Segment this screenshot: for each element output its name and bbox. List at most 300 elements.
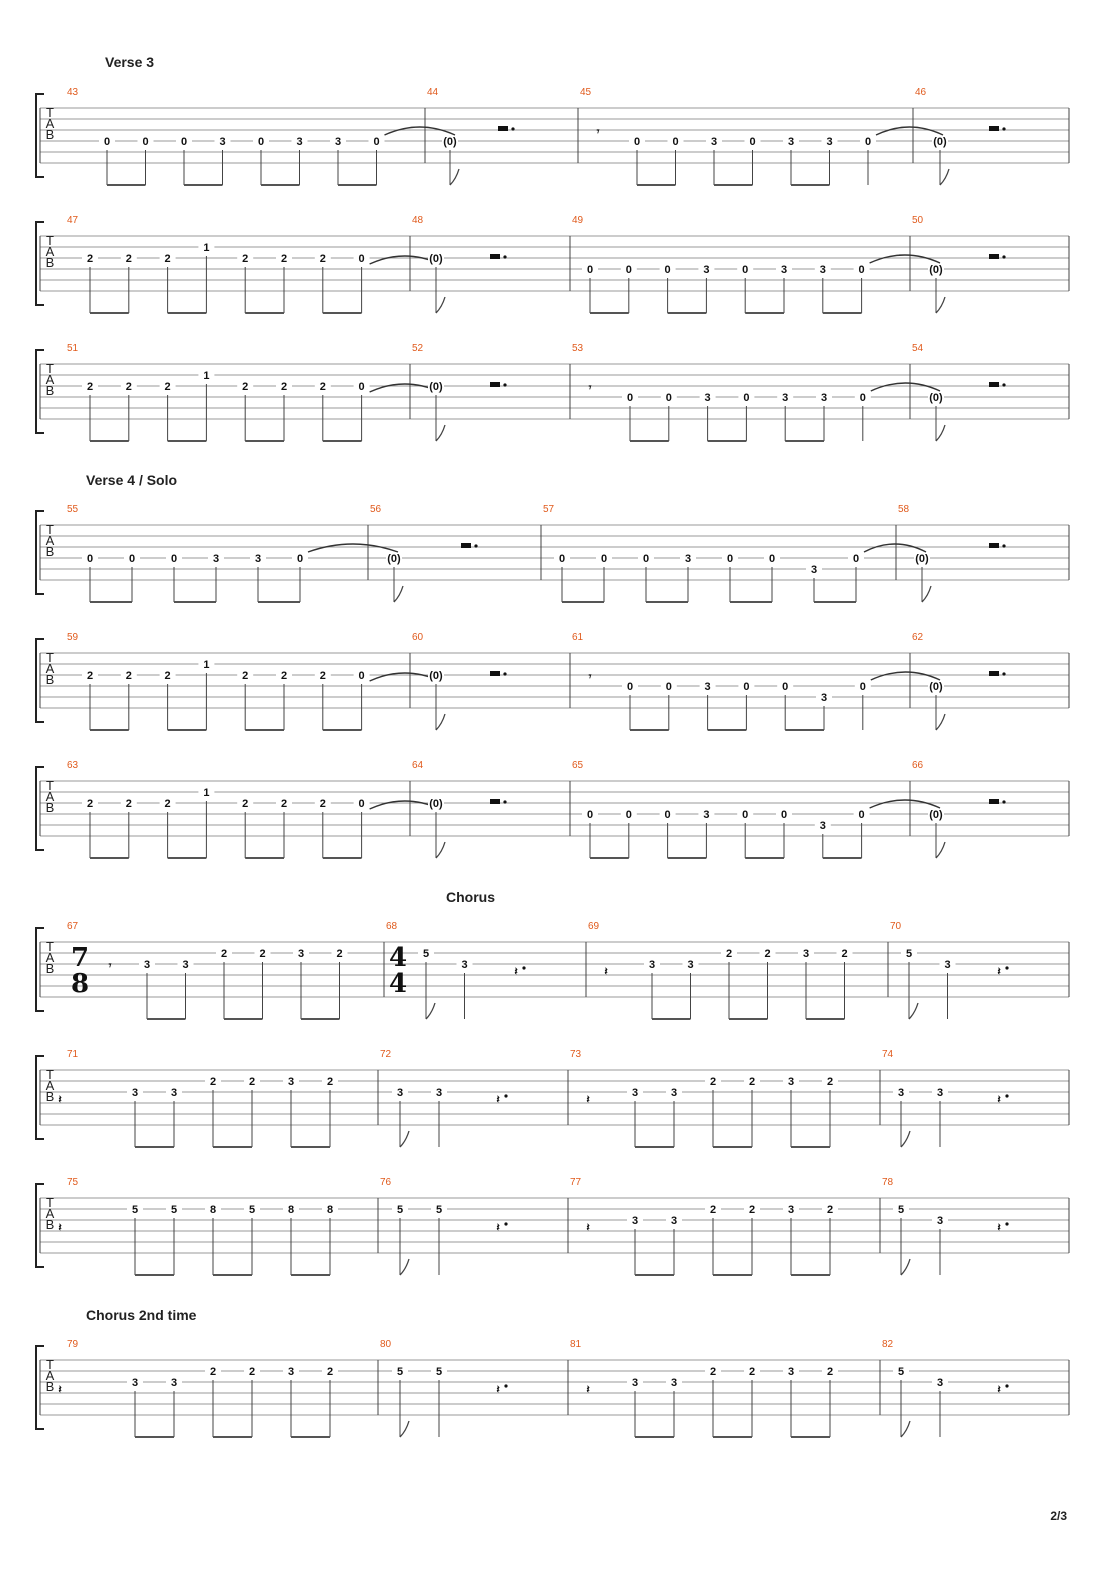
fret-number: 2: [242, 253, 249, 265]
measure-number: 58: [898, 504, 910, 515]
eighth-rest: 𝄾: [588, 671, 592, 683]
measure-number: 57: [543, 504, 555, 515]
quarter-rest: 𝄽: [586, 1222, 590, 1234]
fret-number: 0: [665, 392, 672, 404]
fret-number: 5: [396, 1366, 404, 1378]
fret-number: 5: [422, 948, 430, 960]
fret-number: 0: [664, 809, 671, 821]
fret-number: (0): [929, 809, 943, 821]
rest-dot: [504, 1222, 507, 1225]
fret-number: 0: [625, 809, 632, 821]
fret-number: 2: [709, 1076, 717, 1088]
half-rest: [490, 799, 500, 804]
fret-number: 2: [242, 798, 249, 810]
quarter-rest: 𝄽: [586, 1094, 590, 1106]
fret-number: 2: [748, 1204, 756, 1216]
fret-number: 3: [703, 264, 710, 276]
eighth-flag: [940, 169, 949, 185]
fret-number: 3: [810, 564, 818, 576]
measure-number: 56: [370, 504, 382, 515]
measure-number: 80: [380, 1339, 392, 1350]
measure-number: 55: [67, 504, 79, 515]
eighth-flag: [909, 1003, 918, 1019]
eighth-flag: [901, 1421, 910, 1437]
fret-number: 0: [768, 553, 776, 565]
rest-dot: [504, 1384, 507, 1387]
fret-number: 0: [858, 809, 865, 821]
fret-number: 3: [254, 553, 262, 565]
fret-number: 0: [86, 553, 94, 565]
tab-clef-letter: T: [46, 1067, 54, 1082]
fret-number: 5: [248, 1204, 256, 1216]
fret-number: 5: [170, 1204, 178, 1216]
fret-number: 3: [684, 553, 692, 565]
tab-clef-letter: T: [46, 233, 54, 248]
fret-number: 0: [180, 136, 188, 148]
eighth-flag: [936, 842, 945, 858]
eighth-flag: [436, 297, 445, 313]
fret-number: 3: [170, 1377, 178, 1389]
fret-number: 2: [125, 798, 132, 810]
measure-number: 52: [412, 343, 424, 354]
fret-number: (0): [929, 681, 943, 693]
measure-number: 73: [570, 1049, 582, 1060]
fret-number: (0): [429, 670, 443, 682]
measure-number: 78: [882, 1177, 894, 1188]
measure-number: 44: [427, 87, 439, 98]
fret-number: 3: [820, 392, 828, 404]
half-rest: [989, 671, 999, 676]
fret-number: 0: [742, 809, 749, 821]
fret-number: (0): [929, 392, 943, 404]
quarter-rest: 𝄽: [997, 1094, 1001, 1106]
fret-number: 3: [334, 136, 342, 148]
quarter-rest: 𝄽: [496, 1094, 500, 1106]
measure-number: 77: [570, 1177, 582, 1188]
fret-number: 0: [742, 264, 749, 276]
quarter-rest: 𝄽: [496, 1222, 500, 1234]
fret-number: 3: [936, 1377, 944, 1389]
fret-number: 3: [787, 1366, 795, 1378]
fret-number: 5: [435, 1204, 443, 1216]
fret-number: 2: [826, 1204, 834, 1216]
fret-number: 0: [782, 681, 789, 693]
measure-number: 81: [570, 1339, 582, 1350]
fret-number: 2: [280, 670, 288, 682]
fret-number: 3: [631, 1087, 639, 1099]
fret-number: 0: [586, 264, 594, 276]
tie: [870, 255, 940, 263]
tab-clef-letter: A: [45, 372, 55, 387]
tab-clef-letter: B: [45, 1089, 55, 1104]
half-rest: [989, 254, 999, 259]
fret-number: 2: [764, 948, 771, 960]
tab-clef-letter: A: [45, 116, 55, 131]
fret-number: 0: [859, 681, 866, 693]
fret-number: 3: [219, 136, 226, 148]
fret-number: 0: [642, 553, 650, 565]
tie: [308, 544, 398, 552]
rest-dot: [503, 800, 506, 803]
fret-number: 2: [326, 1076, 334, 1088]
rest-dot: [503, 255, 506, 258]
fret-number: 0: [358, 381, 365, 393]
fret-number: 2: [209, 1366, 217, 1378]
fret-number: 2: [248, 1366, 256, 1378]
eighth-rest: 𝄾: [588, 382, 592, 394]
fret-number: 2: [280, 381, 288, 393]
fret-number: (0): [929, 264, 943, 276]
measure-number: 43: [67, 87, 79, 98]
quarter-rest: 𝄽: [514, 966, 518, 978]
tab-clef-letter: A: [45, 1368, 55, 1383]
fret-number: 3: [143, 959, 151, 971]
tab-clef-letter: B: [45, 544, 55, 559]
fret-number: 2: [86, 381, 94, 393]
eighth-flag: [436, 842, 445, 858]
fret-number: 3: [819, 264, 826, 276]
fret-number: 2: [86, 253, 94, 265]
measure-number: 51: [67, 343, 79, 354]
fret-number: 3: [897, 1087, 905, 1099]
fret-number: 0: [780, 809, 788, 821]
section-title: Chorus: [446, 889, 495, 905]
fret-number: 5: [435, 1366, 443, 1378]
fret-number: 2: [748, 1076, 756, 1088]
eighth-flag: [936, 425, 945, 441]
measure-number: 82: [882, 1339, 894, 1350]
measure-number: 50: [912, 215, 924, 226]
fret-number: 0: [625, 264, 632, 276]
fret-number: 3: [212, 553, 220, 565]
quarter-rest: 𝄽: [997, 966, 1001, 978]
fret-number: 3: [131, 1377, 139, 1389]
half-rest: [461, 543, 471, 548]
time-signature-denominator: 4: [388, 969, 408, 999]
eighth-flag: [436, 714, 445, 730]
fret-number: 2: [125, 253, 132, 265]
time-signature-numerator: 7: [70, 943, 90, 973]
fret-number: 0: [103, 136, 111, 148]
fret-number: 0: [626, 392, 634, 404]
quarter-rest: 𝄽: [58, 1384, 62, 1396]
fret-number: 0: [672, 136, 679, 148]
eighth-flag: [394, 586, 403, 602]
tab-clef-letter: A: [45, 661, 55, 676]
fret-number: 8: [287, 1204, 295, 1216]
half-rest: [490, 382, 500, 387]
tab-clef-letter: B: [45, 255, 55, 270]
half-rest: [989, 799, 999, 804]
measure-number: 66: [912, 760, 924, 771]
rest-dot: [522, 966, 525, 969]
eighth-flag: [936, 297, 945, 313]
tie: [871, 672, 940, 680]
tie: [385, 127, 456, 135]
rest-dot: [511, 127, 514, 130]
tab-clef-letter: A: [45, 244, 55, 259]
fret-number: 0: [358, 670, 365, 682]
fret-number: (0): [933, 136, 947, 148]
fret-number: 0: [743, 392, 750, 404]
fret-number: 3: [687, 959, 694, 971]
measure-number: 67: [67, 921, 79, 932]
tab-clef-letter: B: [45, 1379, 55, 1394]
fret-number: 3: [297, 948, 305, 960]
tab-clef-letter: A: [45, 533, 55, 548]
half-rest: [989, 126, 999, 131]
measure-number: 48: [412, 215, 424, 226]
rest-dot: [504, 1094, 507, 1097]
fret-number: 2: [326, 1366, 334, 1378]
quarter-rest: 𝄽: [604, 966, 608, 978]
quarter-rest: 𝄽: [58, 1222, 62, 1234]
fret-number: 0: [864, 136, 872, 148]
tab-clef-letter: A: [45, 950, 55, 965]
fret-number: 0: [586, 809, 594, 821]
rest-dot: [1002, 383, 1005, 386]
rest-dot: [1002, 672, 1005, 675]
measure-number: 62: [912, 632, 924, 643]
fret-number: 3: [131, 1087, 139, 1099]
fret-number: 2: [280, 798, 288, 810]
fret-number: (0): [429, 381, 443, 393]
fret-number: 2: [164, 798, 171, 810]
fret-number: 2: [248, 1076, 256, 1088]
fret-number: 2: [280, 253, 288, 265]
fret-number: 5: [396, 1204, 404, 1216]
fret-number: 3: [782, 392, 789, 404]
fret-number: 2: [319, 253, 326, 265]
fret-number: 0: [726, 553, 734, 565]
fret-number: 2: [336, 948, 343, 960]
fret-number: 0: [358, 798, 365, 810]
fret-number: 0: [373, 136, 380, 148]
rest-dot: [503, 672, 506, 675]
fret-number: 8: [209, 1204, 217, 1216]
fret-number: 0: [665, 681, 672, 693]
fret-number: 1: [203, 242, 210, 254]
fret-number: 3: [787, 1204, 795, 1216]
measure-number: 79: [67, 1339, 79, 1350]
fret-number: 3: [287, 1366, 295, 1378]
tab-clef-letter: B: [45, 800, 55, 815]
page-number: 2/3: [1050, 1509, 1067, 1523]
fret-number: 0: [170, 553, 178, 565]
measure-number: 61: [572, 632, 584, 643]
fret-number: 3: [461, 959, 468, 971]
fret-number: 0: [358, 253, 365, 265]
tab-clef-letter: T: [46, 778, 54, 793]
fret-number: 2: [86, 798, 94, 810]
tie: [876, 127, 943, 135]
measure-number: 71: [67, 1049, 79, 1060]
tab-clef-letter: B: [45, 961, 55, 976]
fret-number: 3: [670, 1377, 678, 1389]
fret-number: 0: [664, 264, 671, 276]
fret-number: 2: [709, 1366, 717, 1378]
tab-clef-letter: T: [46, 650, 54, 665]
eighth-flag: [901, 1259, 910, 1275]
fret-number: 1: [203, 370, 210, 382]
measure-number: 64: [412, 760, 424, 771]
fret-number: 0: [257, 136, 265, 148]
half-rest: [989, 543, 999, 548]
fret-number: (0): [429, 253, 443, 265]
rest-dot: [1005, 966, 1008, 969]
fret-number: 1: [203, 659, 210, 671]
fret-number: 3: [787, 1076, 795, 1088]
measure-number: 68: [386, 921, 398, 932]
fret-number: 2: [164, 670, 171, 682]
eighth-flag: [936, 714, 945, 730]
fret-number: 0: [852, 553, 860, 565]
fret-number: 2: [841, 948, 848, 960]
fret-number: 3: [936, 1215, 944, 1227]
tab-clef-letter: A: [45, 1078, 55, 1093]
fret-number: 1: [203, 787, 210, 799]
quarter-rest: 𝄽: [997, 1384, 1001, 1396]
fret-number: 3: [704, 392, 711, 404]
fret-number: 5: [131, 1204, 139, 1216]
fret-number: 2: [709, 1204, 717, 1216]
quarter-rest: 𝄽: [496, 1384, 500, 1396]
measure-number: 47: [67, 215, 79, 226]
measure-number: 76: [380, 1177, 392, 1188]
rest-dot: [1002, 127, 1005, 130]
fret-number: 3: [396, 1087, 404, 1099]
eighth-flag: [400, 1259, 409, 1275]
fret-number: 0: [743, 681, 750, 693]
rest-dot: [1005, 1222, 1008, 1225]
fret-number: 3: [435, 1087, 443, 1099]
fret-number: 2: [220, 948, 228, 960]
fret-number: 3: [703, 809, 710, 821]
rest-dot: [1002, 544, 1005, 547]
rest-dot: [503, 383, 506, 386]
measure-number: 49: [572, 215, 584, 226]
fret-number: 2: [125, 381, 132, 393]
measure-number: 54: [912, 343, 924, 354]
measure-number: 46: [915, 87, 927, 98]
fret-number: 3: [170, 1087, 178, 1099]
measure-number: 45: [580, 87, 592, 98]
fret-number: 0: [626, 681, 634, 693]
rest-dot: [1005, 1384, 1008, 1387]
measure-number: 69: [588, 921, 600, 932]
fret-number: 3: [182, 959, 189, 971]
rest-dot: [1005, 1094, 1008, 1097]
measure-number: 72: [380, 1049, 392, 1060]
tab-clef-letter: T: [46, 1357, 54, 1372]
tab-clef-letter: B: [45, 672, 55, 687]
measure-number: 53: [572, 343, 584, 354]
fret-number: 0: [128, 553, 136, 565]
measure-number: 59: [67, 632, 79, 643]
eighth-flag: [426, 1003, 435, 1019]
tab-clef-letter: T: [46, 1195, 54, 1210]
fret-number: 2: [826, 1076, 834, 1088]
fret-number: 2: [86, 670, 94, 682]
measure-number: 65: [572, 760, 584, 771]
half-rest: [490, 254, 500, 259]
fret-number: 2: [725, 948, 733, 960]
fret-number: 2: [319, 381, 326, 393]
fret-number: 3: [710, 136, 718, 148]
fret-number: 3: [670, 1087, 678, 1099]
fret-number: (0): [443, 136, 457, 148]
fret-number: 3: [704, 681, 711, 693]
half-rest: [490, 671, 500, 676]
measure-number: 74: [882, 1049, 894, 1060]
fret-number: 3: [631, 1215, 639, 1227]
fret-number: 3: [780, 264, 788, 276]
section-title: Verse 3: [105, 54, 155, 70]
tab-clef-letter: B: [45, 1217, 55, 1232]
fret-number: 0: [600, 553, 608, 565]
eighth-flag: [400, 1421, 409, 1437]
tab-clef-letter: A: [45, 789, 55, 804]
fret-number: 0: [749, 136, 756, 148]
fret-number: 2: [259, 948, 266, 960]
section-title: Verse 4 / Solo: [86, 472, 178, 488]
quarter-rest: 𝄽: [586, 1384, 590, 1396]
fret-number: 3: [826, 136, 833, 148]
fret-number: 3: [670, 1215, 678, 1227]
section-title: Chorus 2nd time: [86, 1307, 197, 1323]
fret-number: 3: [936, 1087, 944, 1099]
fret-number: 3: [648, 959, 656, 971]
fret-number: (0): [429, 798, 443, 810]
fret-number: 3: [802, 948, 810, 960]
tab-clef-letter: T: [46, 522, 54, 537]
fret-number: 0: [142, 136, 149, 148]
quarter-rest: 𝄽: [58, 1094, 62, 1106]
tab-clef-letter: B: [45, 127, 55, 142]
fret-number: 0: [858, 264, 865, 276]
eighth-flag: [922, 586, 931, 602]
fret-number: 2: [164, 381, 171, 393]
fret-number: 0: [296, 553, 304, 565]
fret-number: 3: [296, 136, 303, 148]
half-rest: [498, 126, 508, 131]
fret-number: (0): [387, 553, 401, 565]
quarter-rest: 𝄽: [997, 1222, 1001, 1234]
eighth-flag: [901, 1131, 910, 1147]
fret-number: 2: [125, 670, 132, 682]
fret-number: (0): [915, 553, 929, 565]
fret-number: 8: [326, 1204, 334, 1216]
tie: [871, 383, 940, 391]
fret-number: 0: [859, 392, 866, 404]
fret-number: 3: [787, 136, 795, 148]
fret-number: 2: [826, 1366, 834, 1378]
measure-number: 75: [67, 1177, 79, 1188]
tie: [864, 544, 926, 552]
fret-number: 2: [242, 381, 249, 393]
eighth-flag: [400, 1131, 409, 1147]
tie: [870, 800, 940, 808]
fret-number: 3: [820, 692, 828, 704]
fret-number: 5: [905, 948, 913, 960]
eighth-rest: 𝄾: [596, 126, 600, 138]
tab-clef-letter: B: [45, 383, 55, 398]
tab-clef-letter: T: [46, 105, 54, 120]
time-signature-denominator: 8: [70, 969, 90, 999]
measure-number: 60: [412, 632, 424, 643]
fret-number: 0: [633, 136, 641, 148]
tab-clef-letter: T: [46, 939, 54, 954]
